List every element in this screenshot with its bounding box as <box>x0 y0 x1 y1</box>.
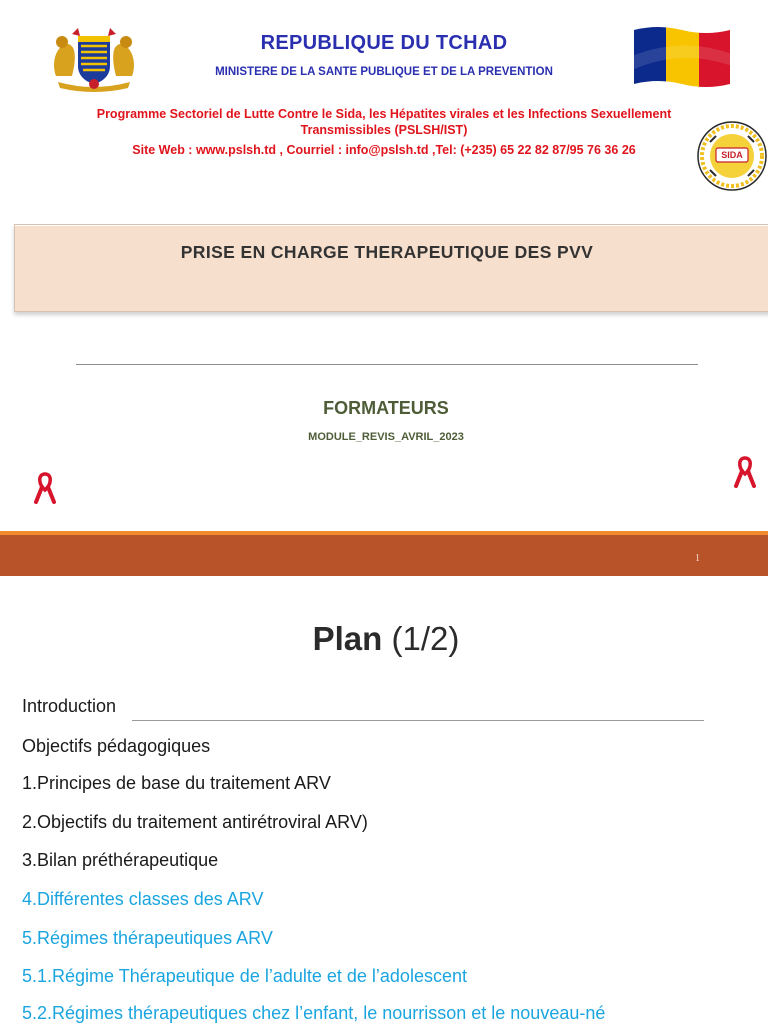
programme-line-2: Transmissibles (PSLSH/IST) <box>300 123 468 137</box>
republic-title: REPUBLIQUE DU TCHAD <box>260 32 508 54</box>
divider-line <box>76 364 698 365</box>
plan-item: Objectifs pédagogiques <box>22 736 211 756</box>
chad-flag-icon <box>632 26 732 88</box>
plan-title-bold: Plan <box>312 620 383 657</box>
plan-item: 5.2.Régimes thérapeutiques chez l’enfant, le nourrisson et le nouveau-né <box>22 1003 606 1023</box>
red-ribbon-icon-left <box>32 472 58 506</box>
title-banner <box>14 224 768 312</box>
plan-item: 5.1.Régime Thérapeutique de l’adulte et de l’adolescent <box>22 966 467 986</box>
plan-item: 3.Bilan préthérapeutique <box>22 850 219 870</box>
module-version: MODULE_REVIS_AVRIL_2023 <box>308 431 464 443</box>
formateurs-heading: FORMATEURS <box>323 398 449 418</box>
programme-line-1: Programme Sectoriel de Lutte Contre le Sida, les Hépatites virales et les Infections Sexuellement <box>96 107 672 121</box>
seal-text: SIDA <box>721 150 743 160</box>
ministry-subtitle: MINISTERE DE LA SANTE PUBLIQUE ET DE LA PREVENTION <box>215 66 553 78</box>
plan-item: 2.Objectifs du traitement antirétroviral ARV) <box>22 812 368 832</box>
banner-title: PRISE EN CHARGE THERAPEUTIQUE DES PVV <box>180 242 594 262</box>
pslsh-seal-logo <box>696 120 768 192</box>
plan-divider <box>132 720 704 721</box>
plan-slide <box>0 576 768 1024</box>
plan-title <box>0 620 768 658</box>
contact-line: Site Web : www.pslsh.td , Courriel : info@pslsh.td ,Tel: (+235) 65 22 82 87/95 76 36 26 <box>132 143 636 157</box>
page-number: 1 <box>695 553 700 564</box>
plan-item: 4.Différentes classes des ARV <box>22 889 264 909</box>
plan-item: 1.Principes de base du traitement ARV <box>22 773 331 793</box>
red-ribbon-icon-right <box>732 456 758 490</box>
plan-title-count: (1/2) <box>382 620 460 657</box>
coat-of-arms-emblem <box>48 26 140 92</box>
plan-item: Introduction <box>22 696 117 716</box>
slide-footer-bar <box>0 531 768 576</box>
plan-item: 5.Régimes thérapeutiques ARV <box>22 928 273 948</box>
